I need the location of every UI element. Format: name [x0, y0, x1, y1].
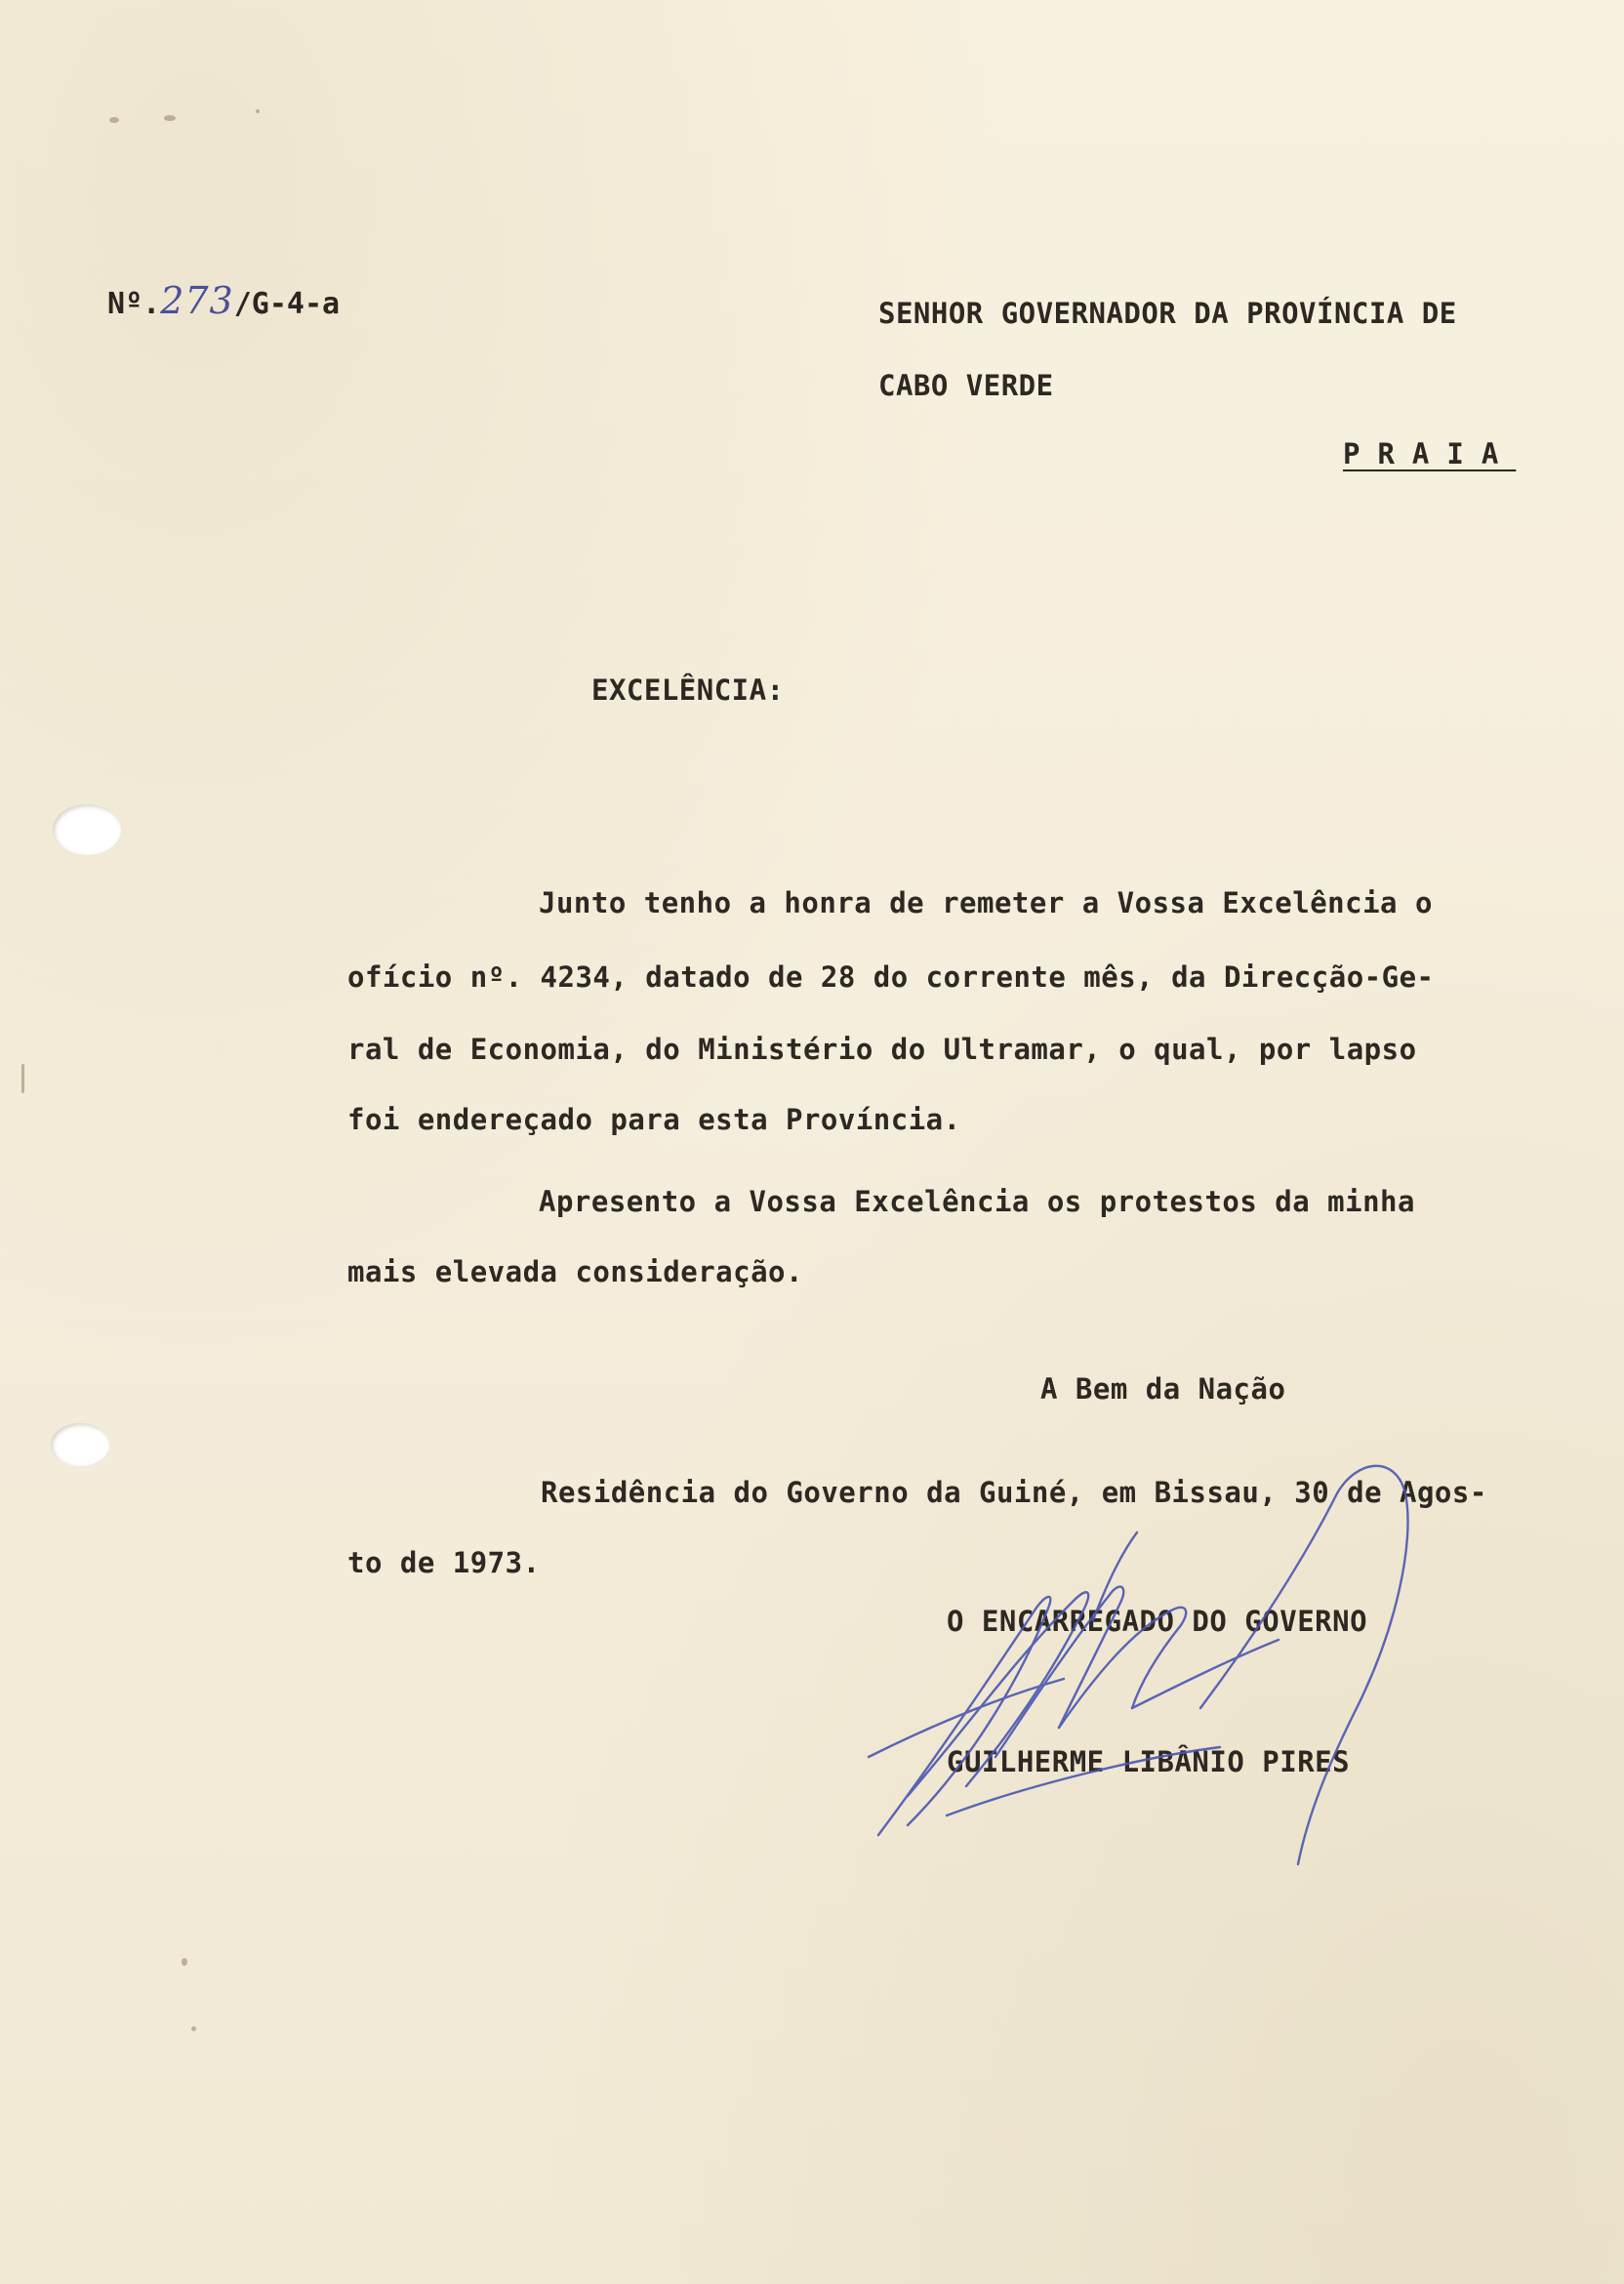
body-paragraph-1-line-4: foi endereçado para esta Província.	[347, 1103, 961, 1136]
body-paragraph-1-line-3: ral de Economia, do Ministério do Ultramar, o qual, por lapso	[347, 1033, 1417, 1066]
body-paragraph-2-line-2: mais elevada consideração.	[347, 1255, 803, 1288]
signatory-name: GUILHERME LIBÂNIO PIRES	[947, 1745, 1351, 1778]
addressee-city: PRAIA	[1343, 437, 1517, 470]
addressee-line-1: SENHOR GOVERNADOR DA PROVÍNCIA DE	[878, 297, 1457, 330]
paper-speck	[182, 1958, 187, 1966]
handwritten-signature	[849, 1435, 1532, 1884]
paper-speck	[109, 117, 119, 123]
punch-hole-bottom	[51, 1423, 109, 1466]
closing-formula: A Bem da Nação	[1040, 1372, 1286, 1406]
signatory-title: O ENCARREGADO DO GOVERNO	[947, 1605, 1368, 1638]
salutation: EXCELÊNCIA:	[591, 673, 785, 707]
paper-speck	[164, 115, 176, 121]
paper-speck	[256, 109, 260, 113]
body-paragraph-1-line-2: ofício nº. 4234, datado de 28 do corrente mês, da Direcção-Ge-	[347, 960, 1435, 994]
reference-handwritten-number: 273	[160, 279, 234, 322]
reference-number	[107, 279, 340, 322]
paper-speck	[191, 2026, 196, 2031]
addressee-line-2: CABO VERDE	[878, 369, 1054, 402]
punch-hole-top	[53, 804, 121, 855]
reference-prefix: Nº.	[107, 287, 161, 321]
reference-suffix: /G-4-a	[233, 287, 341, 321]
paper-speck	[21, 1064, 24, 1093]
place-date-line-2: to de 1973.	[347, 1546, 541, 1579]
body-paragraph-1-line-1: Junto tenho a honra de remeter a Vossa Excelência o	[539, 886, 1433, 919]
place-date-line-1: Residência do Governo da Guiné, em Bissau, 30 de Agos-	[541, 1476, 1487, 1509]
body-paragraph-2-line-1: Apresento a Vossa Excelência os protestos da minha	[539, 1185, 1415, 1218]
